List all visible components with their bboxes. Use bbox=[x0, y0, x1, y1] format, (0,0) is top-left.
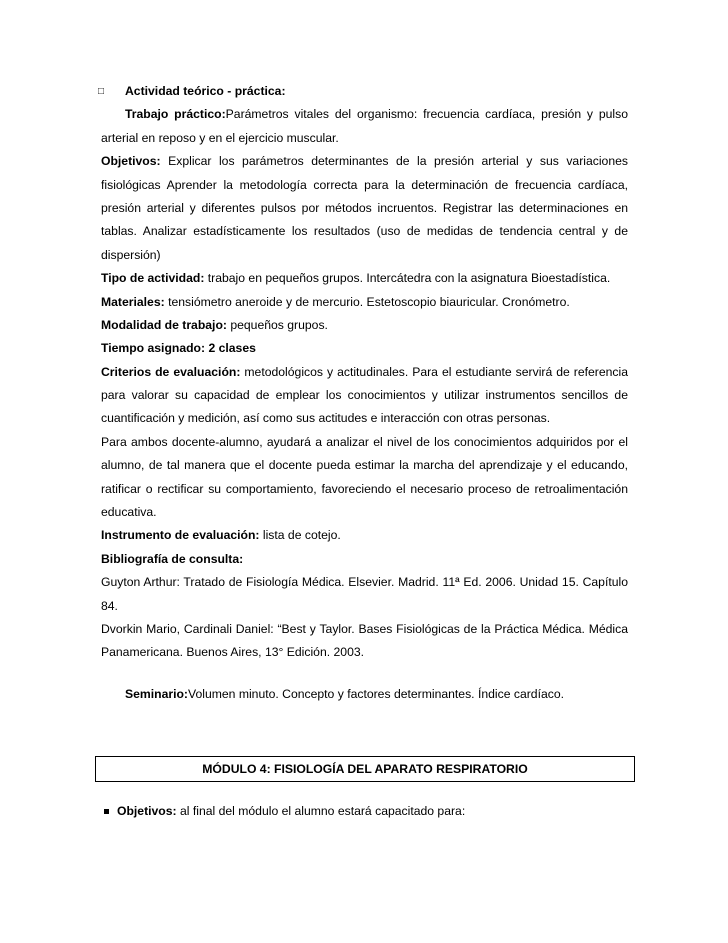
materials-label: Materiales: bbox=[101, 294, 165, 309]
criteria-line-1 bbox=[101, 361, 628, 384]
materials-line bbox=[101, 291, 628, 314]
objectives-text: Explicar los parámetros determinantes de la presión arterial y sus variaciones bbox=[168, 154, 628, 169]
module-objectives-label: Objetivos: bbox=[117, 804, 177, 818]
activity-heading-line bbox=[98, 80, 628, 103]
materials-text: tensiómetro aneroide y de mercurio. Estetoscopio biauricular. Cronómetro. bbox=[168, 294, 570, 309]
seminar-text: Volumen minuto. Concepto y factores determinantes. Índice cardíaco. bbox=[188, 686, 564, 701]
document-body bbox=[98, 80, 629, 706]
objectives-line-1 bbox=[101, 150, 628, 173]
reference-2-line-2: Panamericana. Buenos Aires, 13° Edición. 2003. bbox=[101, 645, 365, 660]
module-title: MÓDULO 4: FISIOLOGÍA DEL APARATO RESPIRATORIO bbox=[202, 762, 528, 776]
work-mode-text: pequeños grupos. bbox=[230, 317, 328, 332]
paragraph-line-4: educativa. bbox=[101, 505, 157, 520]
objectives-line-2: fisiológicas Aprender la metodología correcta para la determinación de frecuencia cardíaca, bbox=[101, 177, 628, 192]
time-assigned: Tiempo asignado: 2 clases bbox=[101, 341, 256, 356]
criteria-line-2: para valorar su capacidad de emplear los conocimientos y utilizar instrumentos sencillos de bbox=[101, 388, 628, 403]
module-title-box bbox=[95, 756, 635, 782]
reference-1-line-2: 84. bbox=[101, 598, 118, 613]
module-objectives-text: al final del módulo el alumno estará capacitado para: bbox=[179, 804, 466, 818]
instrument-line bbox=[101, 524, 628, 547]
activity-type-text: trabajo en pequeños grupos. Intercátedra con la asignatura Bioestadística. bbox=[207, 271, 611, 286]
objectives-line-4: tablas. Analizar estadísticamente los resultados (uso de medidas de tendencia central y de bbox=[101, 224, 628, 239]
instrument-label: Instrumento de evaluación: bbox=[101, 528, 260, 543]
objectives-label: Objetivos: bbox=[101, 154, 161, 169]
practical-work-line bbox=[101, 103, 628, 126]
practical-work-label: Trabajo práctico: bbox=[125, 107, 226, 122]
criteria-line-3: cuantificación y medición, así como sus actitudes e interacción con otras personas. bbox=[101, 411, 551, 426]
paragraph-line-1: Para ambos docente-alumno, ayudará a analizar el nivel de los conocimientos adquiridos por el bbox=[101, 434, 628, 449]
work-mode-line bbox=[101, 314, 628, 337]
reference-2-line-1: Dvorkin Mario, Cardinali Daniel: “Best y Taylor. Bases Fisiológicas de la Práctica Médica. Médica bbox=[101, 621, 628, 636]
activity-type-line bbox=[101, 267, 628, 290]
practical-work-text: Parámetros vitales del organismo: frecuencia cardíaca, presión y pulso bbox=[225, 107, 628, 122]
seminar-line bbox=[101, 683, 628, 706]
checkbox-bullet-icon: □ bbox=[98, 86, 105, 97]
paragraph-line-2: alumno, de tal manera que el docente pueda estimar la marcha del aprendizaje y el educando, bbox=[101, 458, 628, 473]
square-bullet-icon bbox=[104, 809, 109, 814]
practical-work-line-2: arterial en reposo y en el ejercicio muscular. bbox=[101, 130, 339, 145]
bibliography-heading: Bibliografía de consulta: bbox=[101, 551, 244, 566]
objectives-line-5: dispersión) bbox=[101, 247, 161, 262]
criteria-label: Criterios de evaluación: bbox=[101, 364, 241, 379]
work-mode-label: Modalidad de trabajo: bbox=[101, 317, 227, 332]
criteria-text: metodológicos y actitudinales. Para el estudiante servirá de referencia bbox=[244, 364, 629, 379]
reference-1-line-1: Guyton Arthur: Tratado de Fisiología Médica. Elsevier. Madrid. 11ª Ed. 2006. Unidad 15. Capítulo bbox=[101, 575, 628, 590]
seminar-label: Seminario: bbox=[125, 686, 188, 701]
module-objectives-line bbox=[104, 800, 465, 823]
objectives-line-3: presión arterial y diferentes pulsos por métodos incruentos. Registrar las determinaciones en bbox=[101, 200, 628, 215]
activity-type-label: Tipo de actividad: bbox=[101, 271, 205, 286]
activity-heading: Actividad teórico - práctica: bbox=[125, 84, 286, 98]
instrument-text: lista de cotejo. bbox=[262, 528, 341, 543]
paragraph-line-3: ratificar o rectificar su comportamiento, favoreciendo el necesario proceso de retroalimentación bbox=[101, 481, 628, 496]
